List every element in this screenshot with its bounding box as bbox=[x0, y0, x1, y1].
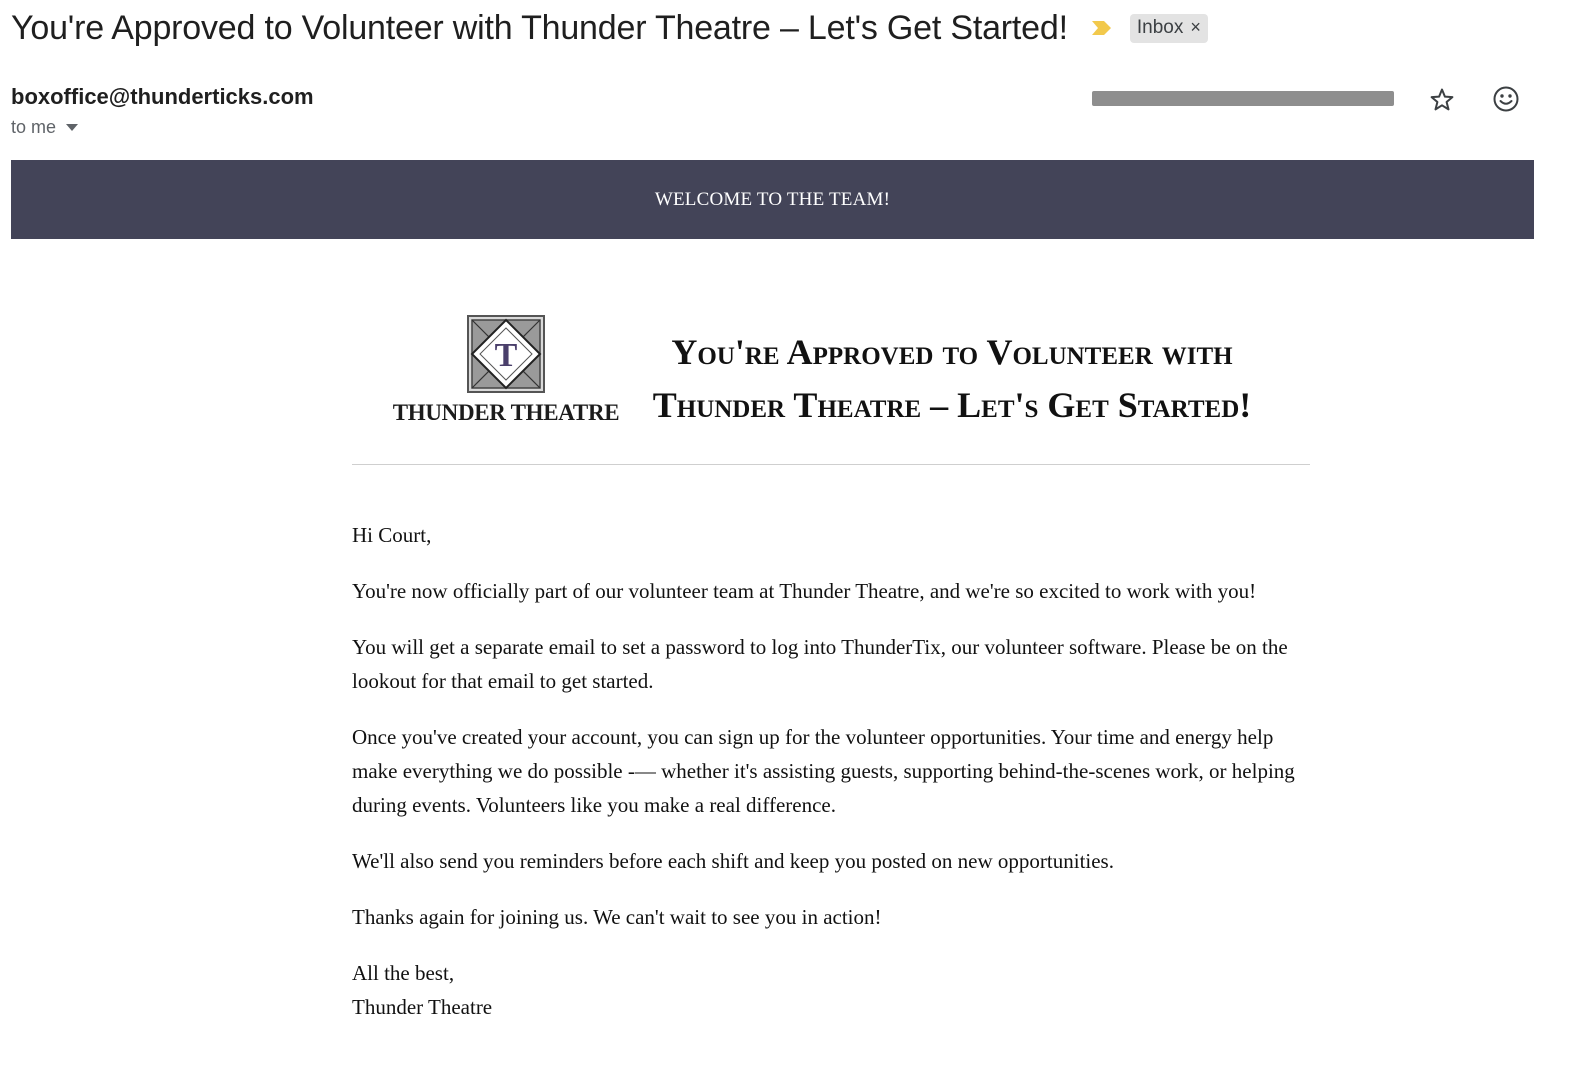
body-paragraph: We'll also send you reminders before each shift and keep you posted on new opportunities. bbox=[352, 849, 1114, 873]
logo-mark-icon bbox=[466, 314, 546, 394]
subject-row bbox=[11, 6, 1208, 50]
banner-text: WELCOME TO THE TEAM! bbox=[654, 188, 891, 210]
greeting: Hi Court, bbox=[352, 523, 432, 547]
emoji-reaction-button[interactable] bbox=[1492, 85, 1520, 113]
headline-line: You're Approved to Volunteer with bbox=[671, 332, 1233, 372]
star-icon bbox=[1428, 86, 1456, 114]
body-paragraph: You're now officially part of our volunteer team at Thunder Theatre, and we're so excited to work with you! bbox=[352, 579, 1257, 603]
label-chip-inbox[interactable] bbox=[1130, 14, 1208, 43]
body-paragraph: Once you've created your account, you can sign up for the volunteer opportunities. Your time and energy help make everything we do possible -— whether it's assisting guests, supporting behind-the-scenes work, or helping during events. Volunteers like you make a real difference. bbox=[352, 725, 1295, 817]
divider bbox=[352, 464, 1310, 465]
recipient-label: to me bbox=[11, 117, 57, 137]
redacted-date bbox=[1092, 91, 1394, 106]
brand-row bbox=[352, 300, 1310, 464]
closing: All the best, bbox=[352, 961, 455, 985]
welcome-banner bbox=[11, 160, 1534, 239]
emoji-icon bbox=[1492, 85, 1520, 113]
logo-wordmark: THUNDER THEATRE bbox=[392, 400, 620, 425]
star-button[interactable] bbox=[1428, 86, 1456, 114]
thunder-theatre-logo bbox=[390, 314, 622, 434]
recipient-details-toggle[interactable] bbox=[11, 117, 314, 138]
headline-line: Thunder Theatre – Let's Get Started! bbox=[652, 385, 1252, 425]
signature: Thunder Theatre bbox=[352, 995, 493, 1019]
label-chip-text: Inbox bbox=[1136, 16, 1184, 38]
email-headline bbox=[642, 326, 1262, 432]
sender-email[interactable]: boxoffice@thunderticks.com bbox=[11, 84, 314, 109]
email-subject: You're Approved to Volunteer with Thunder Theatre – Let's Get Started! bbox=[11, 8, 1068, 47]
body-paragraph: Thanks again for joining us. We can't wait to see you in action! bbox=[352, 905, 882, 929]
chevron-down-icon[interactable] bbox=[66, 124, 78, 131]
logo-letter: T bbox=[494, 337, 518, 374]
importance-marker-icon[interactable] bbox=[1090, 18, 1114, 38]
remove-label-icon[interactable]: × bbox=[1190, 17, 1201, 37]
email-content bbox=[352, 518, 1310, 1024]
body-paragraph: You will get a separate email to set a password to log into ThunderTix, our volunteer software. Please be on the lookout for that email to get started. bbox=[352, 635, 1288, 693]
sender-block bbox=[11, 84, 314, 138]
